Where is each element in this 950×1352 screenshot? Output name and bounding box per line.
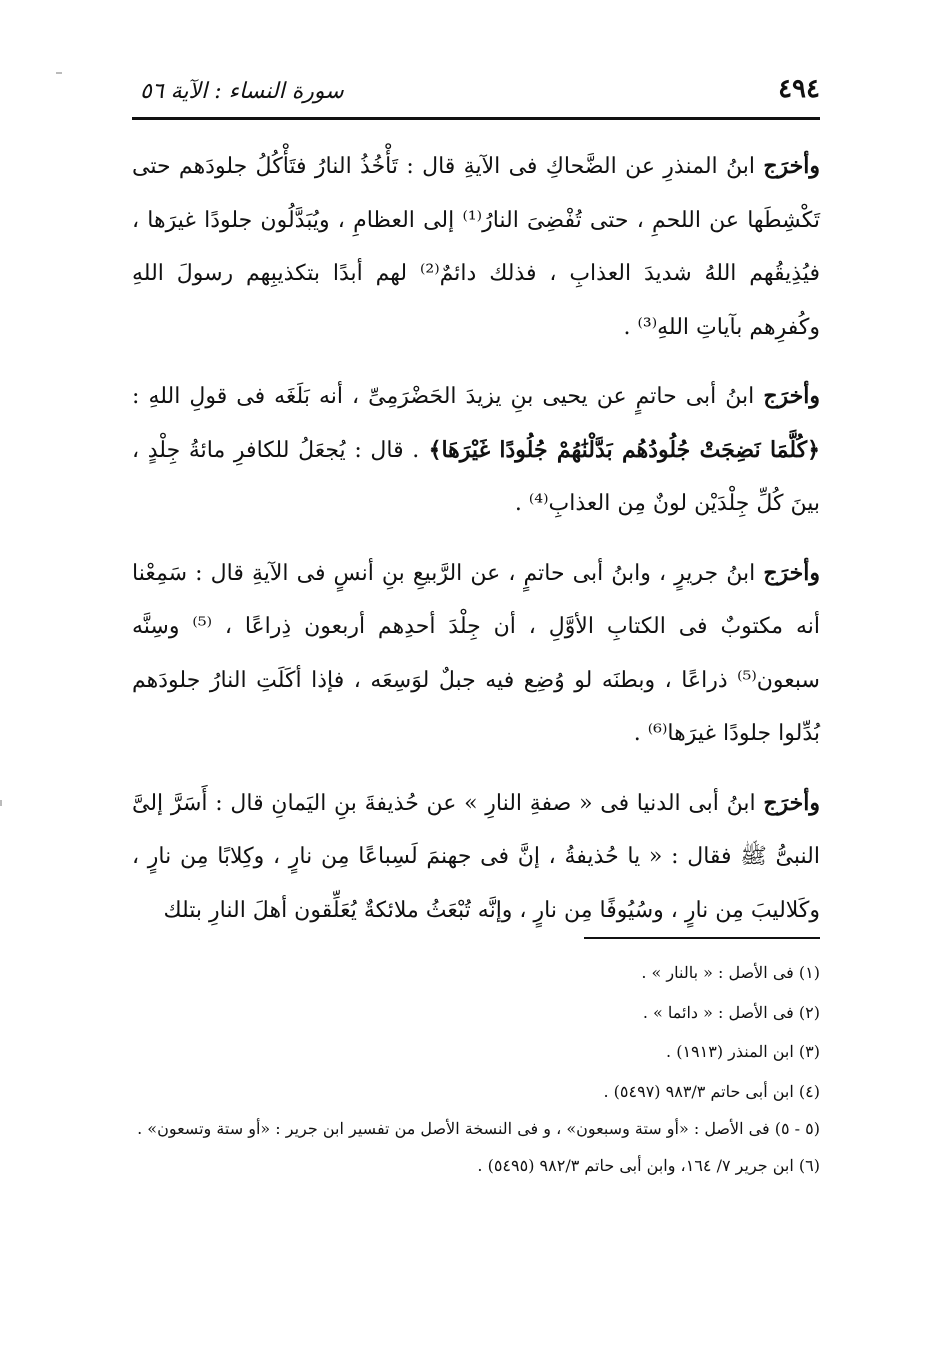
paragraph-lead: وأخرَج [763,789,820,816]
paragraph-text: ابنُ المنذرِ عن الضَّحاكِ فى الآيةِ قال : تَأْخُذُ النارُ فتَأْكُلُ جلودَهم حتى تَكْشِطَها عن اللحمِ ، حتى تُفْضِىَ النارُ⁽¹⁾ إلى العظامِ ، ويُبَدَّلُون جلودًا غيرَها ، فيُذِيقُهم اللهُ شديدَ العذابِ ، فذلك دائمٌ⁽²⁾ لهم أبدًا بتكذيبِهم رسولَ اللهِ وكُفرِهم بآياتِ اللهِ⁽³⁾ . [132,154,821,340]
page-number: ٤٩٤ [778,74,820,104]
scan-speck [56,72,62,74]
paragraph-text: ابنُ أبى الدنيا فى « صفةِ النارِ » عن حُذيفةَ بنِ اليَمانِ قال : أَسَرَّ إلىَّ النبىُّ ﷺ فقال : « يا حُذيفةُ ، إنَّ فى جهنمَ لَسِباعًا مِن نارٍ ، وكِلابًا مِن نارٍ ، وكَلاليبَ مِن نارٍ ، وسُيُوفًا مِن نارٍ ، وإنَّه تُبْعَثُ ملائكةٌ يُعَلِّقون أهلَ النارِ بتلك [132,790,820,923]
paragraph-lead: وأخرَج [763,153,820,179]
page-header [140,64,820,104]
paragraph-text: ابنُ جريرٍ ، وابنُ أبى حاتمٍ ، عن الرَّبيعِ بنِ أنسٍ فى الآيةِ قال : سَمِعْنا أنه مكتوبٌ فى الكتابِ الأوَّلِ ، أن جِلْدَ أحدِهم أربعون ذِراعًا ، ⁽⁵⁾ وسِنَّه سبعون⁽⁵⁾ ذراعًا ، وبطنَه لو وُضِع فيه جبلٌ لوَسِعَه ، فإذا أكَلَتِ النارُ جلودَهم بُدِّلوا جلودًا غيرَها⁽⁶⁾ . [132,560,820,746]
paragraph-3 [132,547,820,761]
paragraph-lead: وأخرَج [763,559,820,586]
footnote-4: (٤) ابن أبى حاتم ٩٨٣/٣ (٥٤٩٧) . [603,1081,820,1101]
paragraph-text: ابنُ أبى حاتمٍ عن يحيى بنِ يزيدَ الحَضْرَمِىِّ ، أنه بَلَغَه فى قولِ اللهِ : [132,384,764,409]
main-text [132,140,820,953]
footnote-1: (١) فى الأصل : « بالنار » . [641,963,820,982]
running-title: سورة النساء : الآية ٥٦ [140,79,344,104]
footnote-6: (٦) ابن جرير ٧/ ١٦٤، وابن أبى حاتم ٩٨٢/٣ (٥٤٩٥) . [477,1156,820,1175]
paragraph-2 [132,370,820,531]
footnote-3: (٣) ابن المنذر (١٩١٣) . [666,1042,820,1061]
paragraph-1 [132,140,820,354]
footnote-5: (٥ - ٥) فى الأصل : «أو ستة وسبعون» ، و فى النسخة الأصل من تفسير ابن جرير : «أو ستة وتسعون» . [137,1119,820,1138]
scan-speck [0,800,2,806]
header-rule [132,117,820,120]
footnote-2: (٢) فى الأصل : « دائما » . [642,1002,820,1022]
paragraph-4 [132,777,820,938]
paragraph-lead: وأخرَج [763,383,820,409]
paragraph-text-continued: . قال : يُجعَلُ للكافرِ مائةُ جِلْدٍ ، بينَ كُلِّ جِلْدَيْن لونٌ مِن العذابِ⁽⁴⁾ . [132,437,820,516]
footnote-rule [584,937,820,939]
quran-verse: ﴿كُلَّمَا نَضِجَتْ جُلُودُهُم بَدَّلْنَٰهُمْ جُلُودًا غَيْرَهَا﴾ [419,436,821,463]
footnotes [136,953,820,1186]
